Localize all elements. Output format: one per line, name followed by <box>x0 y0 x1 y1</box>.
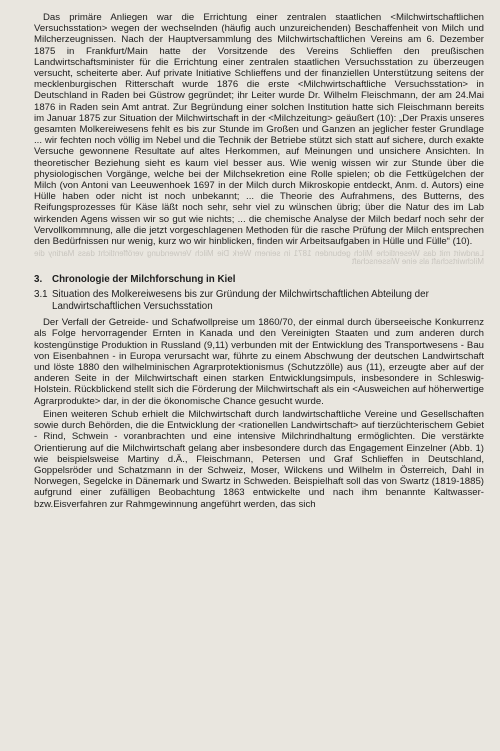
section-title: Chronologie der Milchforschung in Kiel <box>52 274 236 286</box>
paragraph-3: Einen weiteren Schub erhielt die Milchwirtschaft durch landwirtschaftliche Vereine und Gesellschaften sowie durch Behörden, die die Entwicklung der <rationellen Landwirtschaft> auf tierzüchterischem Gebiet - Rind, Schwein - voranbrachten und eine intensive Milchrindhaltung ermöglichten. Die verstärkte Orientierung auf die Milchwirtschaft gelang aber insbesondere durch das Engagement Einzelner (Abb. 1) wie beispielsweise Martiny d.Ä., Fleischmann, Petersen und Graf Schlieffen in Deutschland, Goppelsröder und Schatzmann in der Schweiz, Moser, Wilckens und Wilhelm in Österreich, Dahl in Norwegen, Segelcke in Dänemark und Swartz in Schweden. Beispielhaft soll das von Swartz (1819-1885) aufgrund einer zufälligen Beobachtung 1863 entwickelte und nach ihm benannte Kaltwasser-bzw.Eisverfahren zur Rahmgewinnung angeführt werden, das sich <box>34 408 484 510</box>
subsection-number: 3.1 <box>34 289 48 301</box>
section-number: 3. <box>34 274 43 286</box>
paragraph-1: Das primäre Anliegen war die Errichtung einer zentralen staatlichen <Milchwirtschaftlichen Versuchsstation> wegen der wechselnden (häufig auch unzureichenden) Beschaffenheit von Milch und Milcherzeugnissen. Nach der Hauptversammlung des Milchwirtschaftlichen Vereins am 6. Dezember 1875 in Frankfurt/Main hatte der Vorsitzende des Vereins Schlieffen den preußischen Landwirtschaftsminister für die Errichtung einer zentralen staatlichen Versuchsstation zu überzeugen versucht, scheiterte aber. Auf private Initiative Schlieffens und der finanziellen Unterstützung seitens der mecklenburgischen Ritterschaft wurde 1876 die erste <Milchwirtschaftliche Versuchsstation> in Deutschland in Raden bei Güstrow gegründet; ihr Leiter wurde Dr. Wilhelm Fleischmann, der am 24.Mai 1876 in Raden sein Amt antrat. Zur Begründung einer solchen Institution hatte sich Fleischmann bereits im Januar 1875 zur Situation der Milchwirtschaft in der <Milchzeitung> geäußert (10): „Der Praxis unseres gesamten Molkereiwesens fehlt es bis zur Stunde im Großen und Ganzen an jeglicher fester Grundlage ... wir fechten noch völlig im Nebel und die Technik der Betriebe stützt sich statt auf sichere, durch exakte Versuche gewonnene Resultate auf altes Herkommen, auf Meinungen und unsichere Ansichten. In theoretischer Beziehung sieht es kaum viel besser aus. Wie wenig wissen wir zur Stunde über die physiologischen Vorgänge, welche bei der Milchsekretion eine Rolle spielen; ob die Fettkügelchen der Milch (von Antoni van Leeuwenhoek 1697 in der Milch durch Mikroskopie entdeckt, Anm. d. Autors) eine Hülle haben oder nicht ist noch unbekannt; ... die Theorie des Aufrahmens, des Butterns, des Reifungsprozesses für Käse läßt noch sehr, sehr viel zu wünschen übrig; über die Natur des im Lab wirkenden Agens wissen wir so gut wie nichts; ... die chemische Analyse der Milch bedarf noch sehr der Vervollkommnung, alle die jetzt vorgeschlagenen Methoden für die rasche Prüfung der Milch entsprechen den Bedürfnissen nur wenig, kurz wo wir hinblicken, finden wir Arbeitsaufgaben in Hülle und Fülle“ (10). <box>34 12 484 248</box>
subsection-title: Situation des Molkereiwesens bis zur Gründung der Milchwirtschaftlichen Abteilung der Landwirtschaftlichen Versuchsstation <box>52 289 429 312</box>
paragraph-2: Der Verfall der Getreide- und Schafwollpreise um 1860/70, der einmal durch überseeische Konkurrenz als Folge hervorragender Ernten in Kanada und den Vereinigten Staaten und zum anderen durch kostengünstige Produktion in Russland (9,11) verbunden mit der Entwicklung des Transportwesens - Bau von Eisenbahnen - in Europa verursacht war, führte zu einem Abschwung der deutschen Landwirtschaft und löste 1880 den wilhelminischen Agrarprotektionismus (Schutzzölle) aus (11), erzeugte aber auf der anderen Seite in der Milchwirtschaft einen starken Entwicklungsimpuls, insbesondere in Schleswig-Holstein. Rückblickend stellt sich die Förderung der Milchwirtschaft als ein <Ausweichen auf höherwertige Agrarprodukte> dar, in der die ökonomische Chance gesucht wurde. <box>34 317 484 407</box>
show-through-shadow: Landwirt mit das Wesentliche Milch gebunden 1871 in seinem Werk Die Milch Verwendung veröffentlicht dass Martiny die Milchwirtschaft als eine Wissenschaft <box>34 250 484 267</box>
subsection-heading <box>34 289 484 312</box>
section-heading <box>34 274 484 286</box>
